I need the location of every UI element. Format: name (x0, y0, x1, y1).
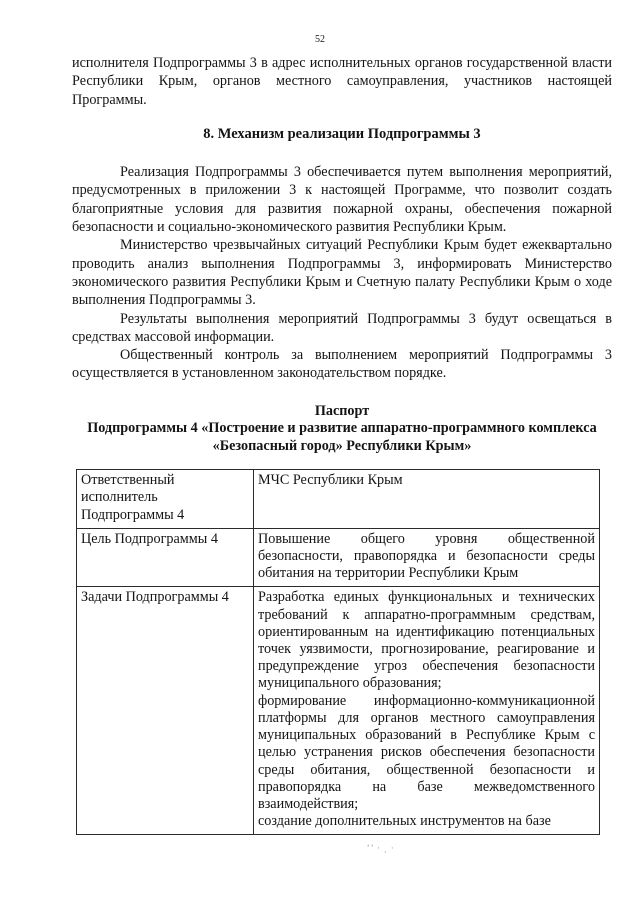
section-8-paragraph-4: Общественный контроль за выполнением мероприятий Подпрограммы 3 осуществляется в установленном законодательством порядке. (72, 347, 612, 382)
table-row (77, 470, 600, 529)
passport-table (76, 469, 600, 835)
row-value-responsible: МЧС Республики Крым (254, 470, 600, 529)
intro-paragraph: исполнителя Подпрограммы 3 в адрес исполнительных органов государственной власти Республики Крым, органов местного самоуправления, участников настоящей Программы. (72, 55, 612, 108)
task-item-3: создание дополнительных инструментов на базе (258, 813, 551, 830)
row-value-goal: Повышение общего уровня общественной безопасности, правопорядка и безопасности среды обитания на территории Республики Крым (254, 528, 600, 587)
document-body (72, 54, 612, 835)
row-value-tasks (254, 587, 600, 835)
task-item-1: Разработка единых функциональных и технических требований к аппаратно-программным средствам, ориентированным на идентификацию потенциальных точек уязвимости, прогнозирование, реагирование и предупреждение угроз обеспечения безопасности муниципального образования; (258, 589, 595, 692)
table-row (77, 587, 600, 835)
passport-title: Паспорт (314, 402, 370, 419)
row-label-responsible: Ответственный исполнитель Подпрограммы 4 (77, 470, 254, 529)
table-row (77, 528, 600, 587)
row-label-tasks: Задачи Подпрограммы 4 (77, 587, 254, 835)
section-8-title: 8. Механизм реализации Подпрограммы 3 (203, 125, 481, 142)
row-label-goal: Цель Подпрограммы 4 (77, 528, 254, 587)
section-8-paragraph-2: Министерство чрезвычайных ситуаций Республики Крым будет ежеквартально проводить анализ выполнения Подпрограммы 3, информировать Министерство экономического развития Республики Крым и Счетную палату Республики Крым о ходе выполнения Подпрограммы 3. (72, 237, 612, 309)
task-item-2: формирование информационно-коммуникационной платформы для органов местного самоуправления муниципальных образований в Республике Крым с целью устранения рисков обеспечения безопасности среды обитания, общественной безопасности и правопорядка на базе межведомственного взаимодействия; (258, 692, 595, 812)
page-number: 52 (315, 34, 325, 45)
faint-stamp-mark: ʼʼ · ˎ · (366, 843, 395, 853)
section-8-paragraph-1: Реализация Подпрограммы 3 обеспечивается путем выполнения мероприятий, предусмотренных в приложении 3 к настоящей Программе, что позволит создать благоприятные условия для развития пожарной охраны, обеспечения пожарной безопасности и социально-экономического развития Республики Крым. (72, 164, 612, 236)
section-8-paragraph-3: Результаты выполнения мероприятий Подпрограммы 3 будут освещаться в средствах массовой информации. (72, 310, 612, 345)
passport-subtitle: Подпрограммы 4 «Построение и развитие аппаратно-программного комплекса «Безопасный город» Республики Крым» (87, 420, 597, 454)
